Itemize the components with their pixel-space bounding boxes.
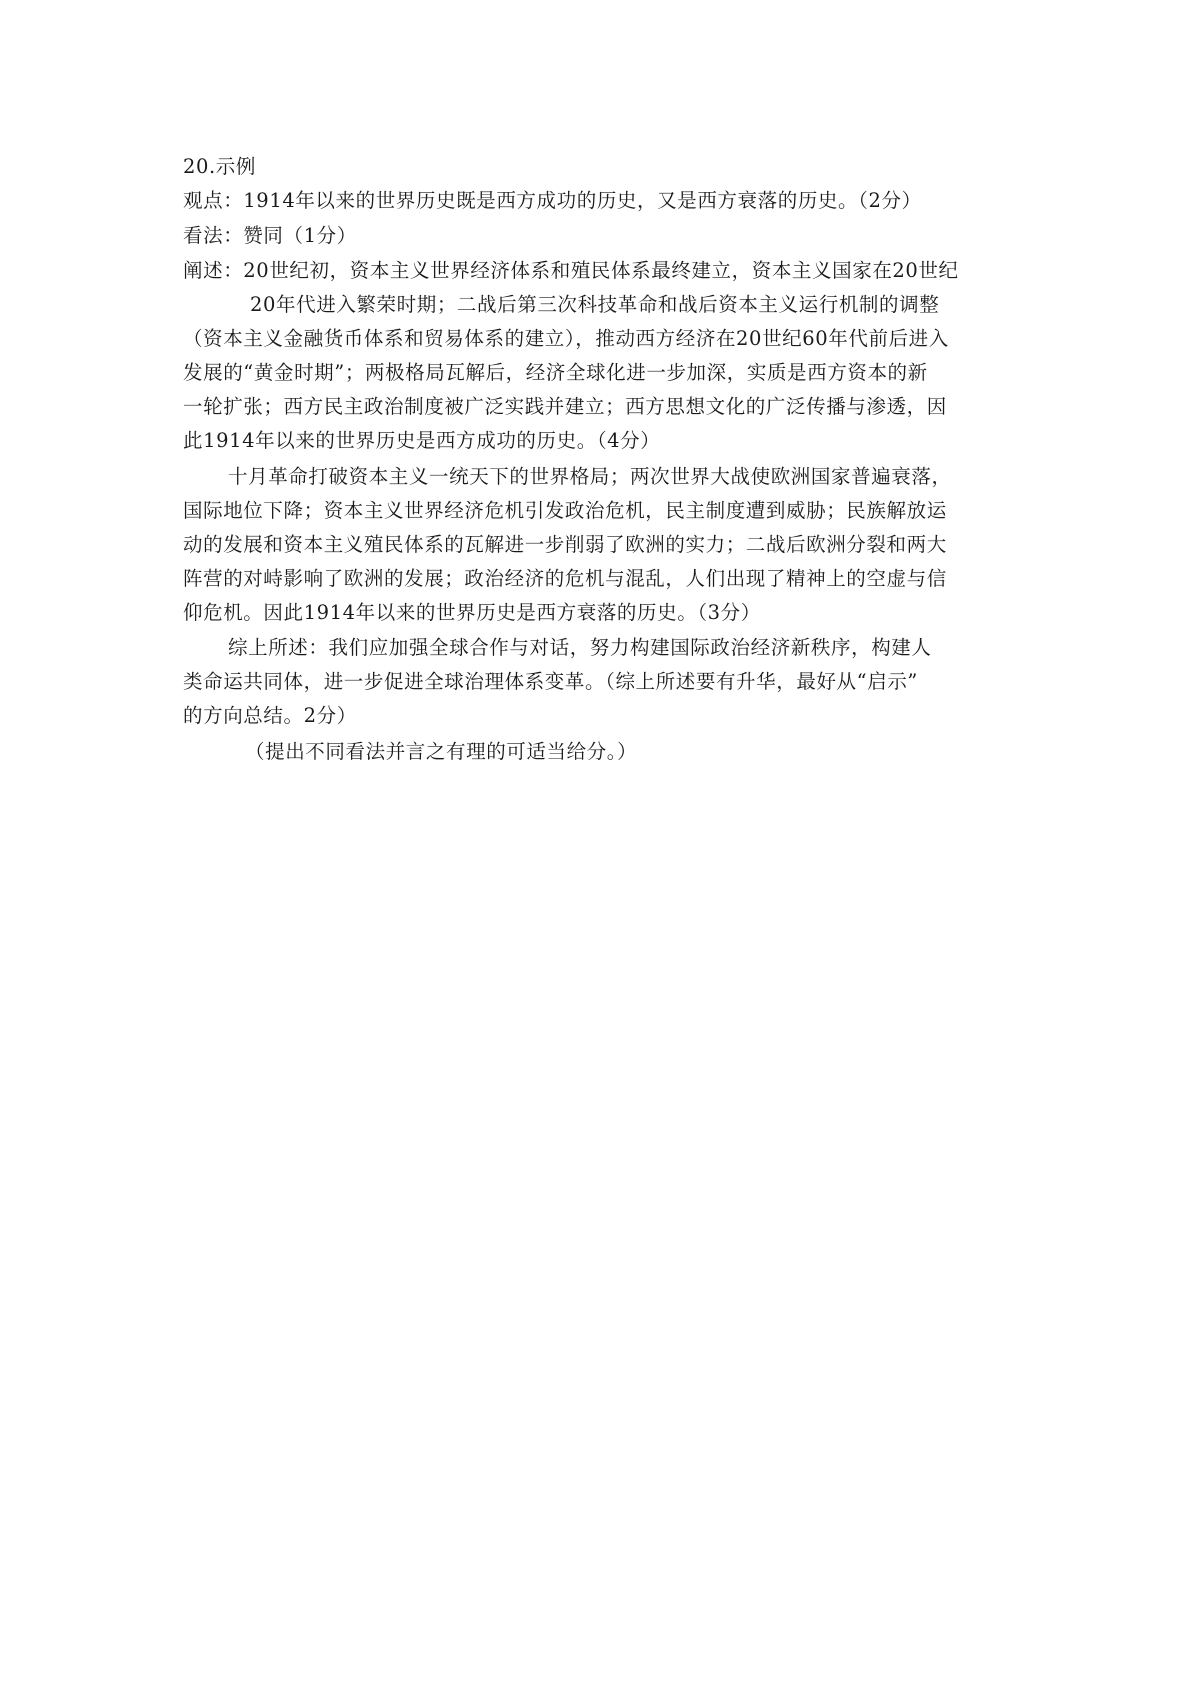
elaboration-line: 发展的“黄金时期”；两极格局瓦解后，经济全球化进一步加深，实质是西方资本的新: [183, 361, 928, 384]
decline-line: 十月革命打破资本主义一统天下的世界格局；两次世界大战使欧洲国家普遍衰落，: [228, 465, 952, 488]
elaboration-line: 阐述：20世纪初，资本主义世界经济体系和殖民体系最终建立，资本主义国家在20世纪: [183, 259, 959, 282]
viewpoint-line: 观点：1914年以来的世界历史既是西方成功的历史，又是西方衰落的历史。（2分）: [183, 189, 922, 212]
opinion-line: 看法：赞同（1分）: [183, 224, 357, 247]
decline-line: 仰危机。因此1914年以来的世界历史是西方衰落的历史。（3分）: [183, 601, 761, 624]
summary-line: 综上所述：我们应加强全球合作与对话，努力构建国际政治经济新秩序，构建人: [228, 636, 932, 659]
grading-note: （提出不同看法并言之有理的可适当给分。）: [245, 740, 638, 763]
elaboration-line: 此1914年以来的世界历史是西方成功的历史。（4分）: [183, 429, 661, 452]
decline-line: 阵营的对峙影响了欧洲的发展；政治经济的危机与混乱，人们出现了精神上的空虚与信: [183, 567, 947, 590]
summary-line: 的方向总结。2分）: [183, 704, 357, 727]
decline-line: 国际地位下降；资本主义世界经济危机引发政治危机，民主制度遭到威胁；民族解放运: [183, 499, 947, 522]
elaboration-line: 一轮扩张；西方民主政治制度被广泛实践并建立；西方思想文化的广泛传播与渗透，因: [183, 395, 947, 418]
summary-line: 类命运共同体，进一步促进全球治理体系变革。（综上所述要有升华，最好从“启示”: [183, 670, 918, 693]
question-heading: 20.示例: [183, 155, 257, 178]
decline-line: 动的发展和资本主义殖民体系的瓦解进一步削弱了欧洲的实力；二战后欧洲分裂和两大: [183, 533, 947, 556]
elaboration-line: 20年代进入繁荣时期；二战后第三次科技革命和战后资本主义运行机制的调整: [250, 293, 940, 316]
elaboration-line: （资本主义金融货币体系和贸易体系的建立），推动西方经济在20世纪60年代前后进入: [183, 327, 949, 350]
